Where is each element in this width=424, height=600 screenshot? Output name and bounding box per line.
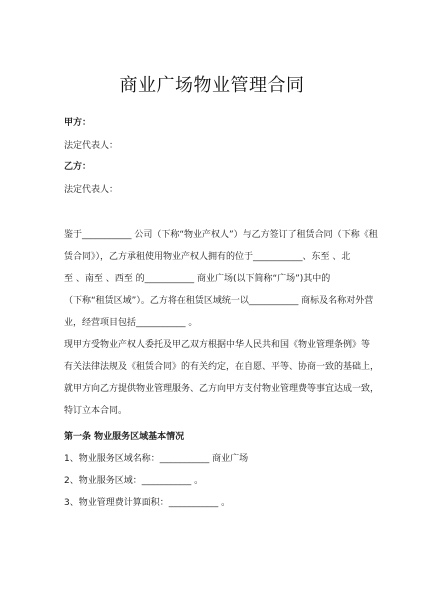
preamble-line: 特订立本合同。	[64, 406, 128, 416]
party-a-representative: 法定代表人：	[64, 141, 119, 151]
article-1-item: 2、物业服务区域：___________ 。	[64, 476, 204, 486]
article-1-heading: 第一条 物业服务区域基本情况	[64, 432, 185, 442]
preamble-line: 现甲方受物业产权人委托及甲乙双方根据中华人民共和国《物业管理条例》等	[64, 340, 371, 350]
party-b-representative: 法定代表人：	[64, 185, 119, 195]
party-a-label: 甲方：	[64, 118, 92, 128]
preamble-line: 就甲方向乙方提供物业管理服务、乙方向甲方支付物业管理费等事宜达成一致，	[64, 384, 380, 394]
article-1-item: 3、物业管理费计算面积：___________ 。	[64, 498, 231, 508]
preamble-line: 有关法律法规及《租赁合同》的有关约定，在自愿、平等、协商一致的基础上，	[64, 362, 380, 372]
contract-title: 商业广场物业管理合同	[119, 75, 305, 96]
preamble-line: 鉴于___________ 公司（下称“物业产权人”）与乙方签订了租赁合同（下称《租	[64, 230, 378, 240]
article-1-item: 1、物业服务区域名称：___________ 商业广场	[64, 454, 249, 464]
preamble-line: （下称“租赁区域”）。乙方将在租赁区域统一以___________ 商标及名称对外营	[64, 296, 374, 306]
preamble-line: 赁合同》），乙方承租使用物业产权人拥有的位于___________、东至 、北	[64, 252, 351, 262]
preamble-line: 至 、南至 、西至 的___________ 商业广场(以下简称“广场”)其中的	[64, 274, 331, 284]
preamble-line: 业，经营项目包括___________ 。	[64, 318, 198, 328]
party-b-label: 乙方：	[64, 162, 92, 172]
